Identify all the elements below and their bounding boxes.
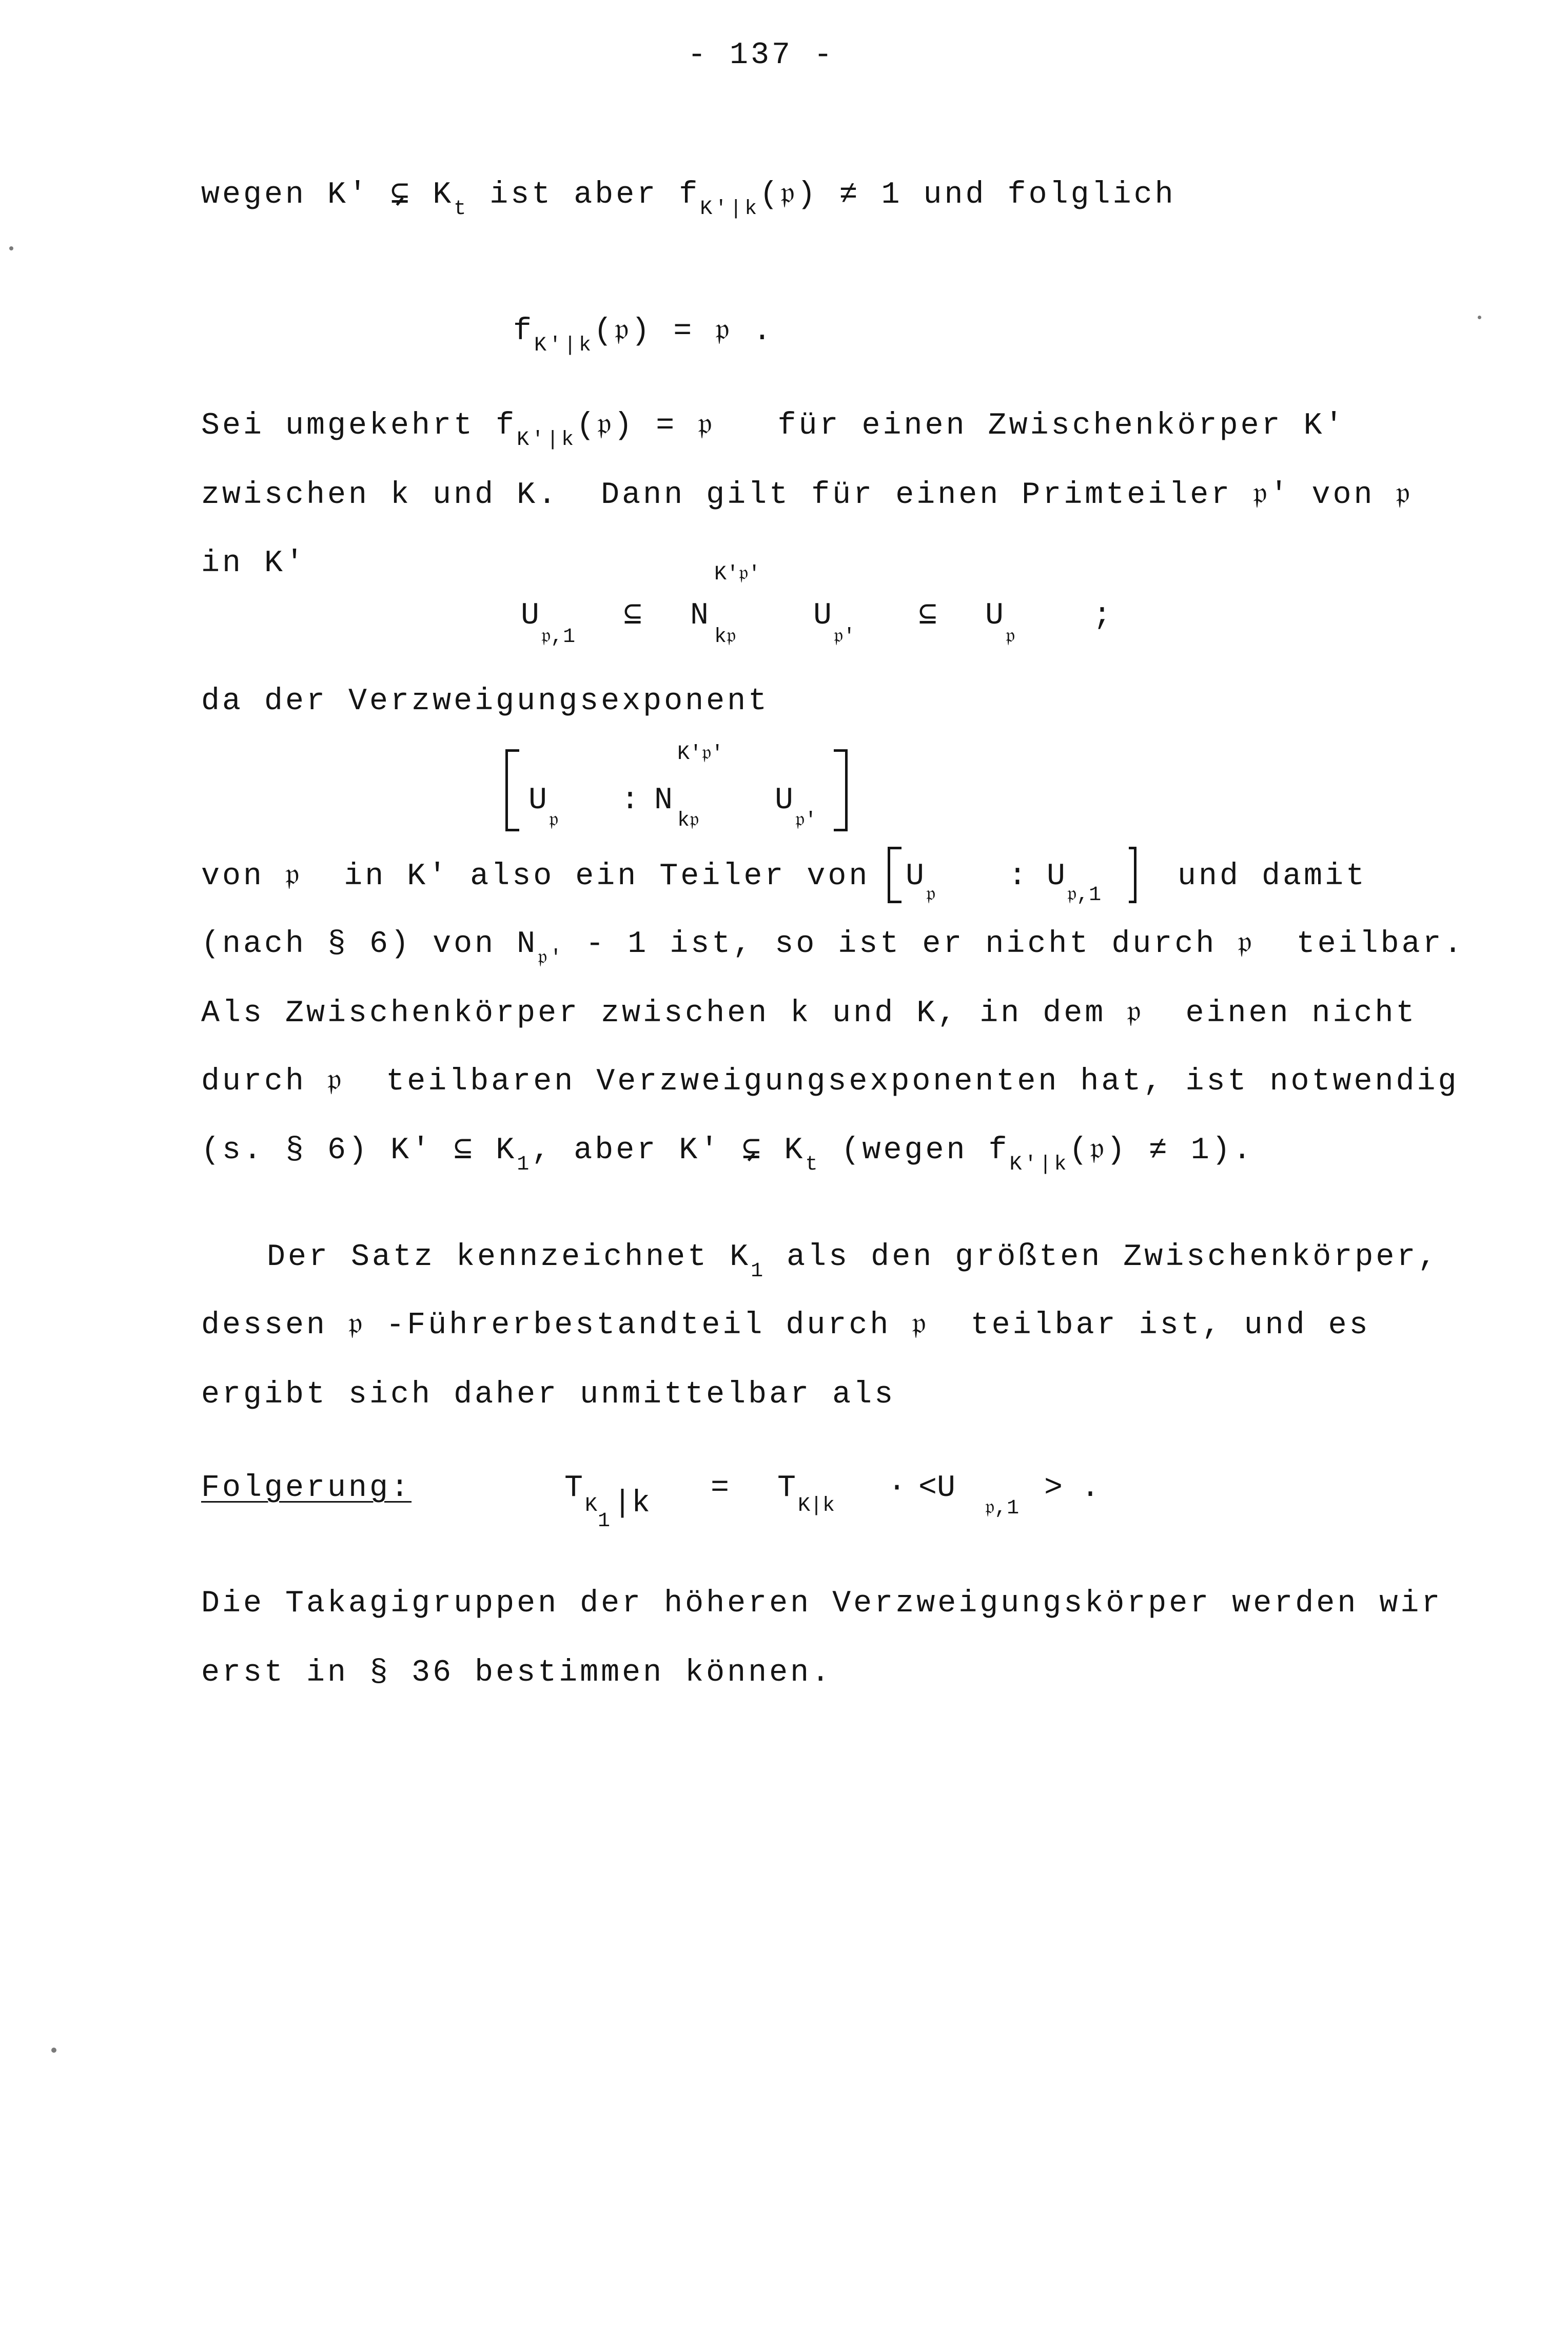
paragraph-1-line xyxy=(201,178,1176,221)
text-segment: (wegen f xyxy=(820,1133,1010,1168)
subscript: 𝔭 xyxy=(1006,626,1015,649)
paragraph-4-line-2 xyxy=(201,927,1465,970)
subset-symbol: ⊆ xyxy=(918,598,937,633)
generated-group-close: > . xyxy=(1044,1471,1100,1506)
subscript: |k xyxy=(613,1486,651,1521)
text-segment: K xyxy=(411,178,454,212)
function-symbol: f xyxy=(513,314,535,349)
scan-speck xyxy=(1478,316,1481,319)
paragraph-4-line-3: Als Zwischenkörper zwischen k und K, in dem 𝔭 einen nicht xyxy=(201,996,1417,1031)
text-segment: (𝔭) = 𝔭 für einen Zwischenkörper K' xyxy=(576,408,1346,443)
text-segment: ist aber f xyxy=(468,178,700,212)
subscript: K'|k xyxy=(534,334,594,357)
unit-group-symbol: U xyxy=(1047,859,1066,894)
norm-symbol: N xyxy=(690,598,709,633)
unit-group-symbol: U xyxy=(813,598,832,633)
subscript: K'|k xyxy=(700,198,760,221)
subscript: 1 xyxy=(517,1153,532,1176)
left-bracket xyxy=(505,749,519,831)
text-segment: wegen K' xyxy=(201,178,391,212)
equation-1 xyxy=(513,314,774,357)
superscript: K'𝔭' xyxy=(714,563,761,586)
folgerung-label: Folgerung: xyxy=(201,1471,412,1506)
unit-group-symbol: U xyxy=(906,859,925,894)
subscript: k𝔭 xyxy=(677,809,699,832)
paragraph-4-line-1a: von 𝔭 in K' also ein Teiler von xyxy=(201,859,870,894)
paragraph-5-line-1 xyxy=(267,1240,1439,1283)
text-segment: Der Satz kennzeichnet K xyxy=(267,1240,751,1275)
paragraph-4-line-5 xyxy=(201,1133,1254,1176)
subscript: K|k xyxy=(798,1494,835,1517)
text-segment: - 1 ist, so ist er nicht durch 𝔭 teilbar. xyxy=(564,927,1465,962)
takagi-group-symbol: T xyxy=(777,1471,796,1506)
right-bracket xyxy=(1129,847,1136,903)
takagi-group-symbol: T xyxy=(564,1471,583,1506)
text-segment: (𝔭) ≠ 1 und folglich xyxy=(759,178,1176,212)
subscript: 1 xyxy=(751,1260,766,1283)
unit-group-symbol: U xyxy=(528,783,547,818)
subscript: K xyxy=(585,1494,598,1517)
scan-speck xyxy=(51,2048,56,2053)
subscript: 𝔭 xyxy=(926,884,936,907)
subscript: 1 xyxy=(598,1510,611,1533)
dot-operator: · xyxy=(888,1471,907,1506)
superscript: K'𝔭' xyxy=(677,743,724,766)
text-segment: K xyxy=(475,1133,517,1168)
text-segment: als den größten Zwischenkörper, xyxy=(766,1240,1439,1275)
colon: : xyxy=(1008,859,1027,894)
subscript: 𝔭' xyxy=(834,626,856,649)
text-segment: (𝔭) ≠ 1). xyxy=(1069,1133,1254,1168)
left-bracket xyxy=(888,847,901,903)
subset-symbol: ⊆ xyxy=(454,1133,475,1168)
right-bracket xyxy=(834,749,848,831)
subscript: t xyxy=(805,1153,820,1176)
paragraph-6-line-2: erst in § 36 bestimmen können. xyxy=(201,1656,833,1690)
subscript: 𝔭,1 xyxy=(985,1497,1020,1520)
semicolon: ; xyxy=(1093,598,1112,633)
paragraph-4-line-1b: und damit xyxy=(1178,859,1367,894)
scan-speck xyxy=(9,246,13,250)
equation-rest: (𝔭) = 𝔭 . xyxy=(594,314,774,349)
paragraph-5-line-3: ergibt sich daher unmittelbar als xyxy=(201,1377,896,1412)
unit-group-symbol: U xyxy=(521,598,540,633)
subscript: t xyxy=(454,198,469,221)
paragraph-6-line-1: Die Takagigruppen der höheren Verzweigungskörper werden wir xyxy=(201,1586,1443,1621)
paragraph-4-line-4: durch 𝔭 teilbaren Verzweigungsexponenten hat, ist notwendig xyxy=(201,1064,1459,1099)
subscript: 𝔭,1 xyxy=(1067,884,1102,907)
not-subset-symbol: ⊊ xyxy=(742,1133,763,1168)
page-number: - 137 - xyxy=(688,38,835,73)
paragraph-2-line-2: zwischen k und K. Dann gilt für einen Primteiler 𝔭' von 𝔭 xyxy=(201,478,1413,513)
paragraph-2-line-3: in K' xyxy=(201,546,307,581)
text-segment: (s. § 6) K' xyxy=(201,1133,454,1168)
text-segment: , aber K' xyxy=(532,1133,742,1168)
subscript: 𝔭' xyxy=(795,809,817,832)
subscript: K'|k xyxy=(517,429,577,452)
subscript: 𝔭,1 xyxy=(541,626,576,649)
subscript: 𝔭' xyxy=(538,947,565,970)
subscript: k𝔭 xyxy=(714,626,736,649)
paragraph-2-line-1 xyxy=(201,408,1346,452)
generated-group-open: <U xyxy=(918,1471,956,1506)
text-segment: K xyxy=(763,1133,806,1168)
not-subset-symbol: ⊊ xyxy=(390,178,412,212)
colon: : xyxy=(621,783,640,818)
subscript: 𝔭 xyxy=(549,809,559,832)
paragraph-3-line: da der Verzweigungsexponent xyxy=(201,684,770,719)
text-segment: (nach § 6) von N xyxy=(201,927,538,962)
equals-symbol: = xyxy=(711,1471,730,1506)
subset-symbol: ⊆ xyxy=(623,598,642,633)
unit-group-symbol: U xyxy=(985,598,1004,633)
subscript: K'|k xyxy=(1009,1153,1069,1176)
paragraph-5-line-2: dessen 𝔭 -Führerbestandteil durch 𝔭 teilbar ist, und es xyxy=(201,1308,1370,1343)
unit-group-symbol: U xyxy=(775,783,794,818)
text-segment: Sei umgekehrt f xyxy=(201,408,517,443)
norm-symbol: N xyxy=(654,783,673,818)
